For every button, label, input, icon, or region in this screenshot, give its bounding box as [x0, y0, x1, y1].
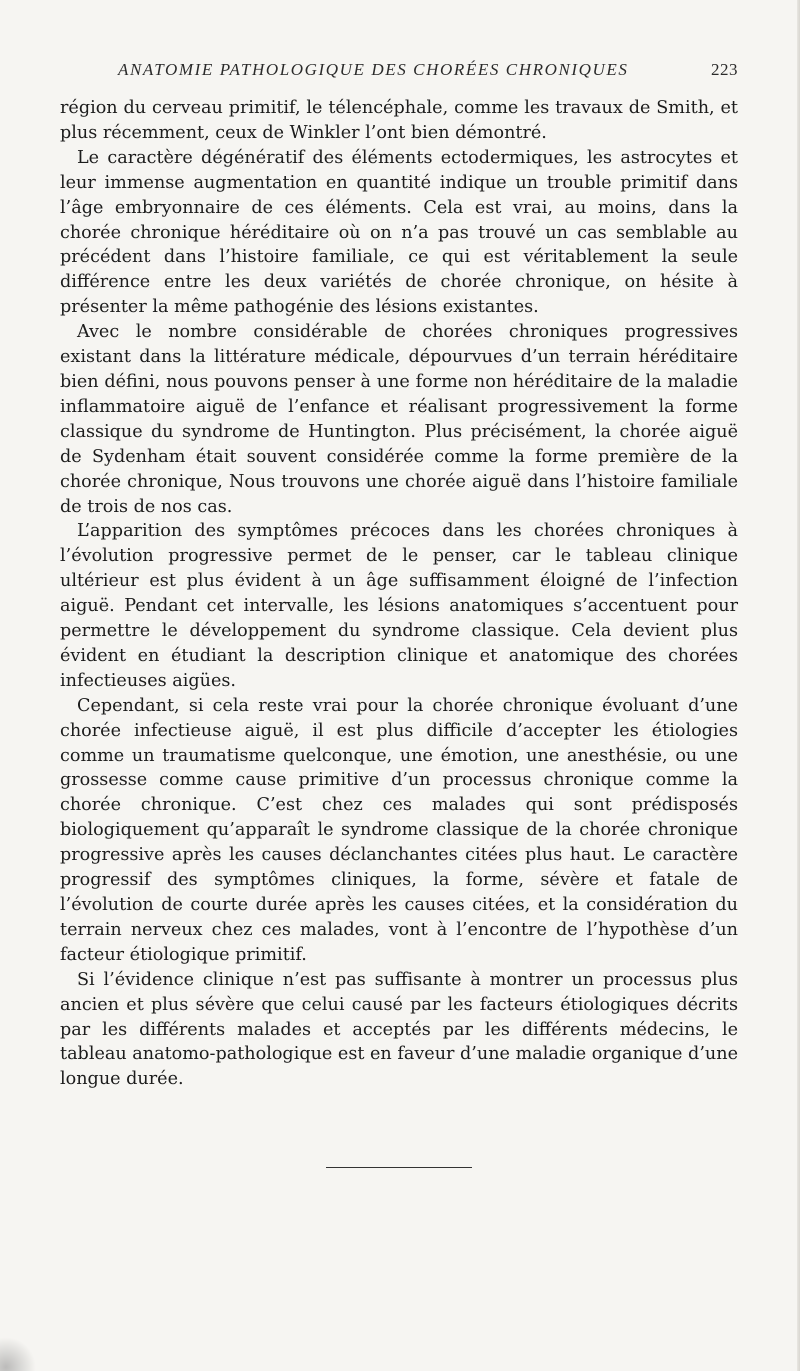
paragraph-5: Cependant, si cela reste vrai pour la chorée chronique évoluant d’une chorée infectieuse aiguë, il est plus difficile d’accepter les étiologies comme un traumatisme quelconque, une émotion, une anesthésie, ou une grossesse comme cause primitive d’un processus chronique comme la chorée chronique. C’est chez ces malades qui sont prédisposés biologiquement qu’apparaît le syndrome classique de la chorée chronique progressive après les causes déclanchantes citées plus haut. Le caractère progressif des symptômes cliniques, la forme, sévère et fatale de l’évolution de courte durée après les causes citées, et la considération du terrain nerveux chez ces malades, vont à l’encontre de l’hypothèse d’un facteur étiologique primitif.: [60, 695, 738, 965]
scan-corner-smudge: [0, 1331, 40, 1371]
paragraph-6: Si l’évidence clinique n’est pas suffisante à montrer un processus plus ancien et plus sévère que celui causé par les facteurs étiologiques décrits par les différents malades et acceptés par les différents médecins, le tableau anatomo-pathologique est en faveur d’une maladie organique d’une longue durée.: [60, 969, 738, 1090]
paragraph-4: L’apparition des symptômes précoces dans les chorées chroniques à l’évolution progressive permet de le penser, car le tableau clinique ultérieur est plus évident à un âge suffisamment éloigné de l’infection aiguë. Pendant cet intervalle, les lésions anatomiques s’accentuent pour permettre le développement du syndrome classique. Cela devient plus évident en étudiant la description clinique et anatomique des chorées infectieuses aigües.: [60, 521, 738, 691]
section-end-rule: [326, 1167, 472, 1168]
body-text: [60, 96, 738, 1092]
running-header-title: ANATOMIE PATHOLOGIQUE DES CHORÉES CHRONIQUES: [118, 60, 629, 79]
running-header: [118, 60, 738, 80]
page-number: 223: [711, 60, 738, 79]
paragraph-3: Avec le nombre considérable de chorées chroniques progressives existant dans la littérature médicale, dépourvues d’un terrain héréditaire bien défini, nous pouvons penser à une forme non héréditaire de la maladie inflammatoire aiguë de l’enfance et réalisant progressivement la forme classique du syndrome de Huntington. Plus précisément, la chorée aiguë de Sydenham était souvent considérée comme la forme première de la chorée chronique, Nous trouvons une chorée aiguë dans l’histoire familiale de trois de nos cas.: [60, 322, 738, 517]
paragraph-2: Le caractère dégénératif des éléments ectodermiques, les astrocytes et leur immense augmentation en quantité indique un trouble primitif dans l’âge embryonnaire de ces éléments. Cela est vrai, au moins, dans la chorée chronique héréditaire où on n’a pas trouvé un cas semblable au précédent dans l’histoire familiale, ce qui est véritablement la seule différence entre les deux variétés de chorée chronique, on hésite à présenter la même pathogénie des lésions existantes.: [60, 147, 738, 318]
paragraph-1: région du cerveau primitif, le télencéphale, comme les travaux de Smith, et plus récemment, ceux de Winkler l’ont bien démontré.: [60, 98, 738, 143]
